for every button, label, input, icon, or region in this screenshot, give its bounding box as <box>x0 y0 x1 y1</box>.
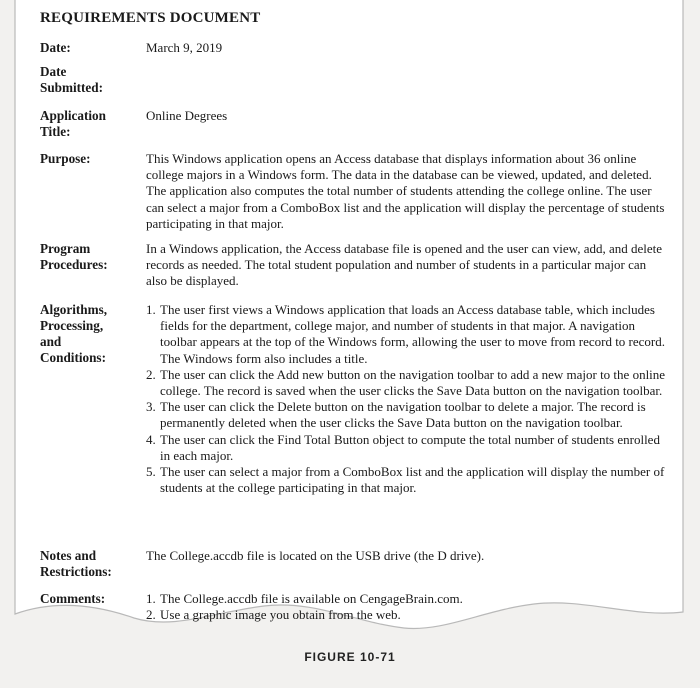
list-item: 1. The user first views a Windows application that loads an Access database table, which includes fields for the department, college major, and number of students in that major. A navigation toolbar appears at the top of the Windows form, allowing the user to move from record to record. The Windows form also includes a title. <box>146 302 666 366</box>
list-item: 3. The user can click the Delete button on the navigation toolbar to delete a major. The record is permanently deleted when the user clicks the Save Data button on the navigation toolbar. <box>146 399 646 431</box>
date-submitted-label: Date Submitted: <box>40 64 104 95</box>
application-title-value: Online Degrees <box>146 108 228 123</box>
list-item: 5. The user can select a major from a ComboBox list and the application will display the number of students at the college participating in that major. <box>146 464 665 496</box>
notes-text: The College.accdb file is located on the USB drive (the D drive). <box>146 548 485 563</box>
purpose-label: Purpose: <box>40 151 91 166</box>
date-label: Date: <box>40 40 71 55</box>
list-item: 1. The College.accdb file is available on CengageBrain.com. <box>146 591 463 606</box>
list-item: 4. The user can click the Find Total Button object to compute the total number of students enrolled in each major. <box>146 431 660 463</box>
program-procedures-label: Program Procedures: <box>40 241 108 272</box>
purpose-text: This Windows application opens an Access database that displays information about 36 online college majors in a Windows form. The data in the database can be viewed, updated, and deleted. The application also computes the total number of students attending the college online. The user can select a major from a ComboBox list and the application will display the percentage of students participating in that major. <box>146 151 665 231</box>
comments-label: Comments: <box>40 591 106 606</box>
program-procedures-text: In a Windows application, the Access database file is opened and the user can view, add, and delete records as needed. The total student population and number of students in a particular major can also be displayed. <box>146 241 663 289</box>
document-title: REQUIREMENTS DOCUMENT <box>40 10 261 26</box>
document-page <box>14 0 684 640</box>
algorithms-list <box>146 302 666 496</box>
notes-label: Notes and Restrictions: <box>40 548 112 579</box>
figure-caption: FIGURE 10-71 <box>304 650 396 664</box>
application-title-label: Application Title: <box>40 108 106 139</box>
date-value: March 9, 2019 <box>146 40 223 55</box>
algorithms-label: Algorithms, Processing, and Conditions: <box>40 302 108 365</box>
list-item: 2. Use a graphic image you obtain from the web. <box>146 607 401 623</box>
list-item: 2. The user can click the Add new button on the navigation toolbar to add a new major to the online college. The record is saved when the user clicks the Save Data button on the navigation toolbar. <box>146 366 666 399</box>
comments-list <box>146 591 666 623</box>
